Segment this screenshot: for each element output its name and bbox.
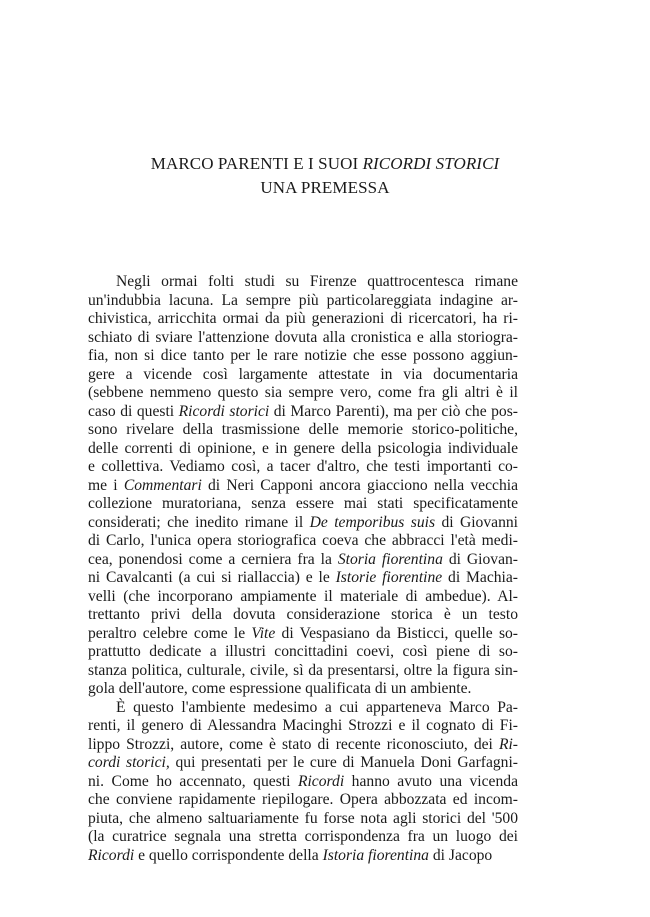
text-line xyxy=(88,347,518,366)
text-line xyxy=(88,440,518,459)
text-run: e quello corrispondente della xyxy=(134,846,323,864)
text-line xyxy=(88,329,518,348)
text-line xyxy=(88,754,518,773)
text-line xyxy=(88,847,518,866)
text-run: È questo l'ambiente medesimo a cui apparteneva Marco Pa- xyxy=(116,698,518,716)
text-run: e collettiva. Vediamo così, a tacer d'altro, che testi importanti co- xyxy=(88,458,518,475)
text-run: sono rivelare della trasmissione delle memorie storico-politiche, xyxy=(88,421,518,438)
text-run: me i xyxy=(88,476,124,494)
text-run: che conviene rapidamente riepilogare. Opera abbozzata ed incom- xyxy=(88,791,518,808)
title-italic: RICORDI STORICI xyxy=(362,154,500,173)
text-run: ni Cavalcanti (a cui si riallaccia) e le xyxy=(88,569,336,586)
text-line xyxy=(88,662,518,681)
text-run: un'indubbia lacuna. La sempre più particolareggiata indagine ar- xyxy=(88,291,518,309)
text-run: piuta, che almeno saltuariamente fu forse nota agli storici del '500 xyxy=(88,809,518,827)
italic-title-ref: Istorie fiorentine xyxy=(335,569,443,586)
text-run: prattutto dedicate a illustri concittadini coevi, così piene di so- xyxy=(88,643,518,660)
text-run: Negli ormai folti studi su Firenze quattrocentesca rimane xyxy=(116,273,518,290)
text-run: caso di questi xyxy=(88,402,179,420)
text-line xyxy=(88,717,518,736)
text-line xyxy=(88,384,518,403)
text-run: fia, non si dice tanto per le rare notizie che esse possono aggiun- xyxy=(88,347,518,364)
text-run: di Jacopo xyxy=(428,846,493,864)
text-run: (sebbene nemmeno questo sia sempre vero, come fra gli altri è il xyxy=(88,384,518,401)
text-run: collezione muratoriana, senza essere mai stati specificatamente xyxy=(88,495,518,512)
text-run: di Giovanni xyxy=(435,513,518,531)
text-run: schiato di sviare l'attenzione dovuta alla cronistica e alla storiogra- xyxy=(88,328,518,346)
italic-title-ref: Ri- xyxy=(498,735,518,753)
italic-title-ref: Ricordi storici xyxy=(178,402,270,420)
text-line xyxy=(88,699,518,718)
italic-title-ref: Vite xyxy=(251,624,276,642)
text-run: chivistica, arricchita ormai da più generazioni di ricercatori, ha ri- xyxy=(88,310,518,327)
text-line xyxy=(88,736,518,755)
text-line xyxy=(88,366,518,385)
italic-title-ref: Commentari xyxy=(123,476,202,494)
text-line xyxy=(88,458,518,477)
text-run: renti, il genero di Alessandra Macinghi Strozzi e il cognato di Fi- xyxy=(88,717,518,734)
text-run: di Giovan- xyxy=(442,550,518,568)
text-run: peraltro celebre come le xyxy=(88,624,252,642)
text-line xyxy=(88,625,518,644)
italic-title-ref: cordi storici, xyxy=(88,754,170,771)
text-line xyxy=(88,403,518,422)
text-line xyxy=(88,791,518,810)
text-run: cea, ponendosi come a cerniera fra la xyxy=(88,550,338,568)
body-text xyxy=(88,273,518,865)
text-run: di Neri Capponi ancora giacciono nella vecchia xyxy=(201,476,518,494)
text-line xyxy=(88,273,518,292)
text-line xyxy=(88,810,518,829)
text-run: gere a vicende così largamente attestate in via documentaria xyxy=(88,365,518,383)
text-run: ni. Come ho accennato, questi xyxy=(88,772,298,790)
text-line xyxy=(88,292,518,311)
text-run: qui presentati per le cure di Manuela Doni Garfagni- xyxy=(169,754,518,771)
text-line xyxy=(88,606,518,625)
italic-title-ref: Istoria fiorentina xyxy=(322,846,429,864)
text-line xyxy=(88,532,518,551)
text-run: stanza politica, culturale, civile, sì da presentarsi, oltre la figura sin- xyxy=(88,661,518,679)
text-line xyxy=(88,643,518,662)
text-run: trettanto privi della dovuta considerazione storica è un testo xyxy=(88,606,518,623)
text-run: di Vespasiano da Bisticci, quelle so- xyxy=(275,624,518,642)
text-run: lippo Strozzi, autore, come è stato di recente riconosciuto, dei xyxy=(88,735,499,753)
text-run: velli (che incorporano ampiamente il materiale di ambedue). Al- xyxy=(88,587,518,605)
text-run: di Machia- xyxy=(442,569,518,586)
text-line xyxy=(88,421,518,440)
text-line xyxy=(88,551,518,570)
text-line xyxy=(88,310,518,329)
italic-title-ref: Ricordi xyxy=(297,772,345,790)
italic-title-ref: De temporibus suis xyxy=(309,513,436,531)
text-line xyxy=(88,680,518,699)
text-line xyxy=(88,588,518,607)
text-line xyxy=(88,495,518,514)
text-run: (la curatrice segnala una stretta corrispondenza fra un luogo dei xyxy=(88,828,518,845)
text-line xyxy=(88,828,518,847)
page-title xyxy=(0,153,650,175)
page-subtitle: UNA PREMESSA xyxy=(260,178,390,197)
text-line xyxy=(88,773,518,792)
text-line xyxy=(88,514,518,533)
text-run: considerati; che inedito rimane il xyxy=(88,513,310,531)
text-line xyxy=(88,477,518,496)
text-run: gola dell'autore, come espressione qualificata di un ambiente. xyxy=(88,680,472,697)
title-roman: MARCO PARENTI E I SUOI xyxy=(150,154,363,173)
text-line xyxy=(88,569,518,588)
text-run: di Carlo, l'unica opera storiografica coeva che abbracci l'età medi- xyxy=(88,532,518,549)
text-run: di Marco Parenti), ma per ciò che pos- xyxy=(269,402,518,420)
italic-title-ref: Storia fiorentina xyxy=(337,550,443,568)
text-run: delle correnti di opinione, e in genere della psicologia individuale xyxy=(88,439,518,457)
italic-title-ref: Ricordi xyxy=(88,846,135,864)
text-run: hanno avuto una vicenda xyxy=(344,772,518,790)
